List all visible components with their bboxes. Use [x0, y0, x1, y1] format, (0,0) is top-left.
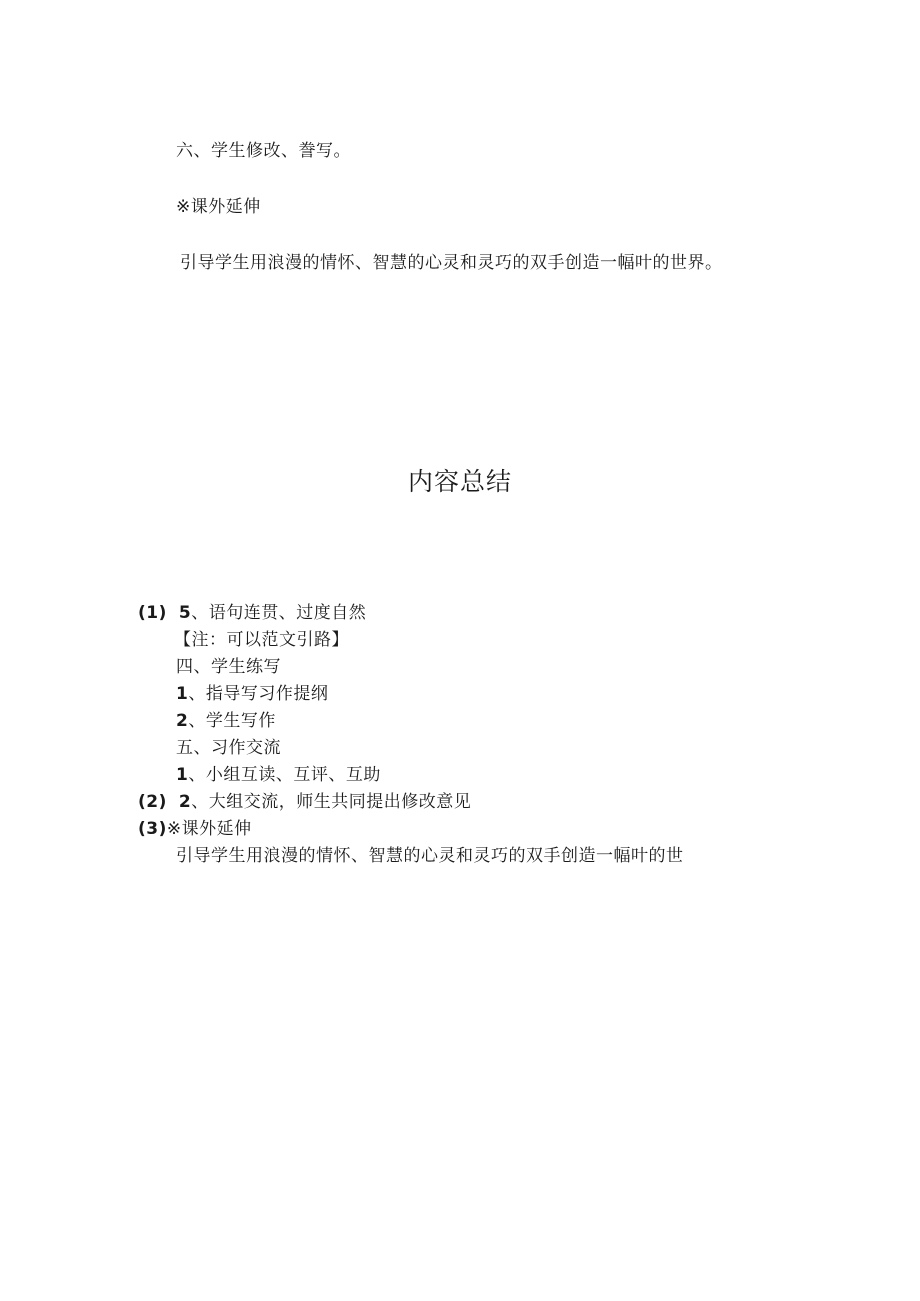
summary-title: 内容总结 [407, 467, 512, 496]
item-marker: (1) [138, 603, 167, 623]
paragraph-extension-heading: ※课外延伸 [176, 197, 261, 217]
item-marker: (2) [138, 792, 167, 812]
item-text: 、语句连贯、过度自然 [191, 603, 367, 623]
item-text: 、大组交流，师生共同提出修改意见 [191, 792, 472, 812]
item-text: 四、学生练写 [176, 657, 281, 677]
item-number: 2 [176, 711, 189, 731]
item-number: 2 [178, 792, 192, 812]
summary-item-2 [174, 629, 349, 651]
item-text: 【注：可以范文引路】 [174, 630, 349, 650]
item-number: 1 [176, 684, 189, 704]
item-text: 五、习作交流 [176, 738, 281, 758]
item-number: 5 [178, 603, 192, 623]
summary-item-9 [138, 818, 252, 840]
item-text: 、学生写作 [188, 711, 276, 731]
item-marker: (3) [138, 819, 167, 839]
paragraph-step-six: 六、学生修改、誊写。 [176, 141, 351, 161]
item-text: 、小组互读、互评、互助 [188, 765, 381, 785]
item-text: 引导学生用浪漫的情怀、智慧的心灵和灵巧的双手创造一幅叶的世 [176, 846, 684, 866]
summary-item-5 [176, 710, 276, 732]
summary-item-3 [176, 656, 281, 678]
summary-item-7 [176, 764, 381, 786]
summary-item-6 [176, 737, 281, 759]
item-text: 、指导写习作提纲 [188, 684, 329, 704]
item-text: ※课外延伸 [166, 819, 252, 839]
summary-item-4 [176, 683, 328, 705]
summary-item-1 [138, 602, 366, 624]
item-number: 1 [176, 765, 189, 785]
paragraph-extension-text: 引导学生用浪漫的情怀、智慧的心灵和灵巧的双手创造一幅叶的世界。 [180, 253, 723, 273]
summary-item-10 [176, 845, 684, 867]
summary-item-8 [138, 791, 471, 813]
